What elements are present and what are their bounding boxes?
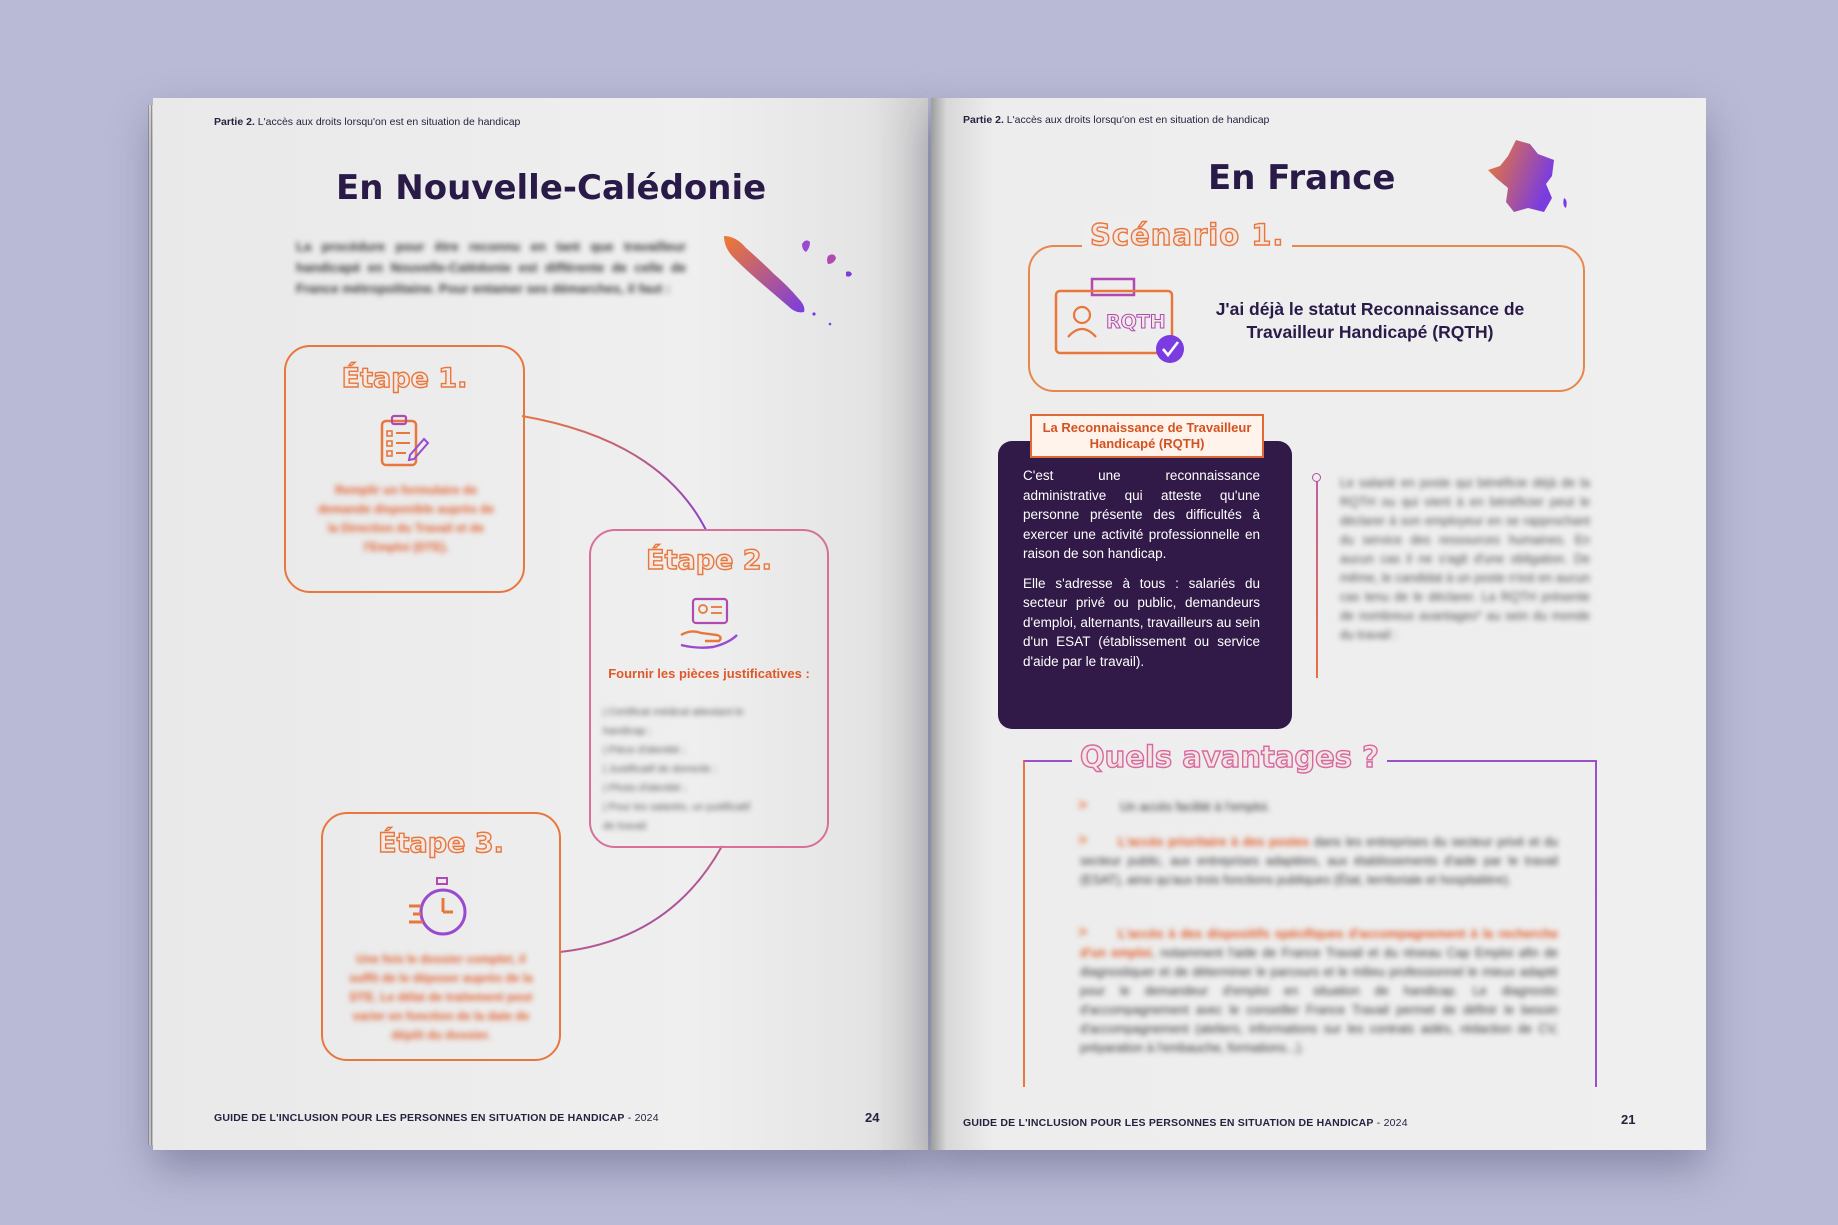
step-3-title: Étape 3. [378,828,504,859]
list-item: de travail. [603,820,649,832]
right-page-number: 21 [1621,1112,1636,1127]
rqth-definition-paragraph: Elle s'adresse à tous : salariés du secteur privé ou public, demandeurs d'emploi, alternants, travailleurs au sein d'un ESAT (établissement ou service d'aide par le travail). [1023,575,1260,669]
clipboard-checklist-icon [376,413,432,471]
list-item: | Pièce d'identité ; [603,744,686,756]
chevron-right-icon: > [1078,924,1088,941]
scenario-1-text: J'ai déjà le statut Reconnaissance de Travailleur Handicapé (RQTH) [1215,299,1525,342]
list-item: | Photo d'identité ; [603,782,687,794]
stopwatch-icon [407,876,473,942]
list-item: | Pour les salariés, un justificatif [603,801,750,813]
step-3-text: Une fois le dossier complet, il suffit de le déposer auprès de la DTE. Le délai de traitement peut varier en fonction de la date de dépôt du dossier. [349,952,533,1042]
step-2-title: Étape 2. [646,545,772,576]
right-running-head: Partie 2. L'accès aux droits lorsqu'on est en situation de handicap [963,114,1270,126]
rqth-badge-icon [1052,275,1192,371]
advantage-item: L'accès prioritaire à des postes dans les entreprises du secteur privé et du secteur public, aux entreprises adaptées, aux établissements d'aide par le travail (ESAT), ainsi qu'aux trois fonctions publiques (État, territoriale et hospitalière). [1080,835,1558,887]
id-card-in-hand-icon [677,595,743,651]
left-footer: GUIDE DE L'INCLUSION POUR LES PERSONNES EN SITUATION DE HANDICAP - 2024 [214,1112,659,1124]
advantage-item: Un accès facilité à l'emploi. [1120,800,1271,814]
step-2-subtitle: Fournir les pièces justificatives : [608,666,810,681]
list-item: handicap ; [603,725,652,737]
right-page-title: En France [1208,158,1396,198]
step-2-document-list [603,703,813,836]
france-map-icon [1486,136,1574,220]
step-1-title: Étape 1. [341,363,468,394]
advantage-item: L'accès à des dispositifs spécifiques d'accompagnement à la recherche d'un emploi, notamment l'aide de France Travail et du réseau Cap Emploi afin de diagnostiquer et de déterminer le parcours et le milieu professionnel le mieux adapté pour le demandeur d'emploi en situation de handicap. Le diagnostic d'accompagnement avec le conseiller France Travail permet de définir le besoin d'accompagnement (ateliers, informations sur les contrats aidés, rédaction de CV, préparation à l'embauche, formations...). [1080,927,1558,1055]
rqth-definition-text [1023,466,1260,681]
step-1-card [284,345,525,593]
left-running-head: Partie 2. L'accès aux droits lorsqu'on est en situation de handicap [214,116,521,128]
new-caledonia-map-icon [714,222,870,340]
advantages-title: Quels avantages ? [1072,740,1387,774]
left-intro-text: La procédure pour être reconnu en tant que travailleur handicapé en Nouvelle-Calédonie est différente de celle de France métropolitaine. Pour entamer ses démarches, il faut : [296,239,686,296]
right-footer: GUIDE DE L'INCLUSION POUR LES PERSONNES EN SITUATION DE HANDICAP - 2024 [963,1117,1408,1129]
side-note-line [1316,478,1318,678]
chevron-right-icon: > [1078,797,1088,814]
rqth-definition-label: La Reconnaissance de Travailleur Handicapé (RQTH) [1030,414,1264,458]
side-note-text: Le salarié en poste qui bénéficie déjà de la RQTH ou qui vient à en bénéficier peut le déclarer à son employeur en se rapprochant du service des ressources humaines. En aucun cas il ne s'agit d'une obligation. De même, le candidat à un poste n'est en aucun cas tenu de le déclarer. La RQTH présente de nombreux avantages* au sein du monde du travail : [1340,476,1590,642]
step-3-card [321,812,561,1061]
side-note-dot [1312,473,1321,482]
rqth-badge-label: RQTH [1106,311,1166,333]
chevron-right-icon: > [1078,832,1088,849]
step-2-card [589,529,829,848]
left-page-title: En Nouvelle-Calédonie [336,168,767,208]
left-page-number: 24 [865,1110,880,1125]
rqth-definition-paragraph: C'est une reconnaissance administrative qui atteste qu'une personne présente des difficultés à exercer une activité professionnelle en raison de son handicap. [1023,468,1260,561]
list-item: | Certificat médical attestant le [603,706,744,718]
scenario-1-title: Scénario 1. [1082,218,1292,252]
step-1-text: Remplir un formulaire de demande disponible auprès de la Direction du Travail et de l'Emploi (DTE). [317,483,495,554]
list-item: | Justificatif de domicile ; [603,763,717,775]
